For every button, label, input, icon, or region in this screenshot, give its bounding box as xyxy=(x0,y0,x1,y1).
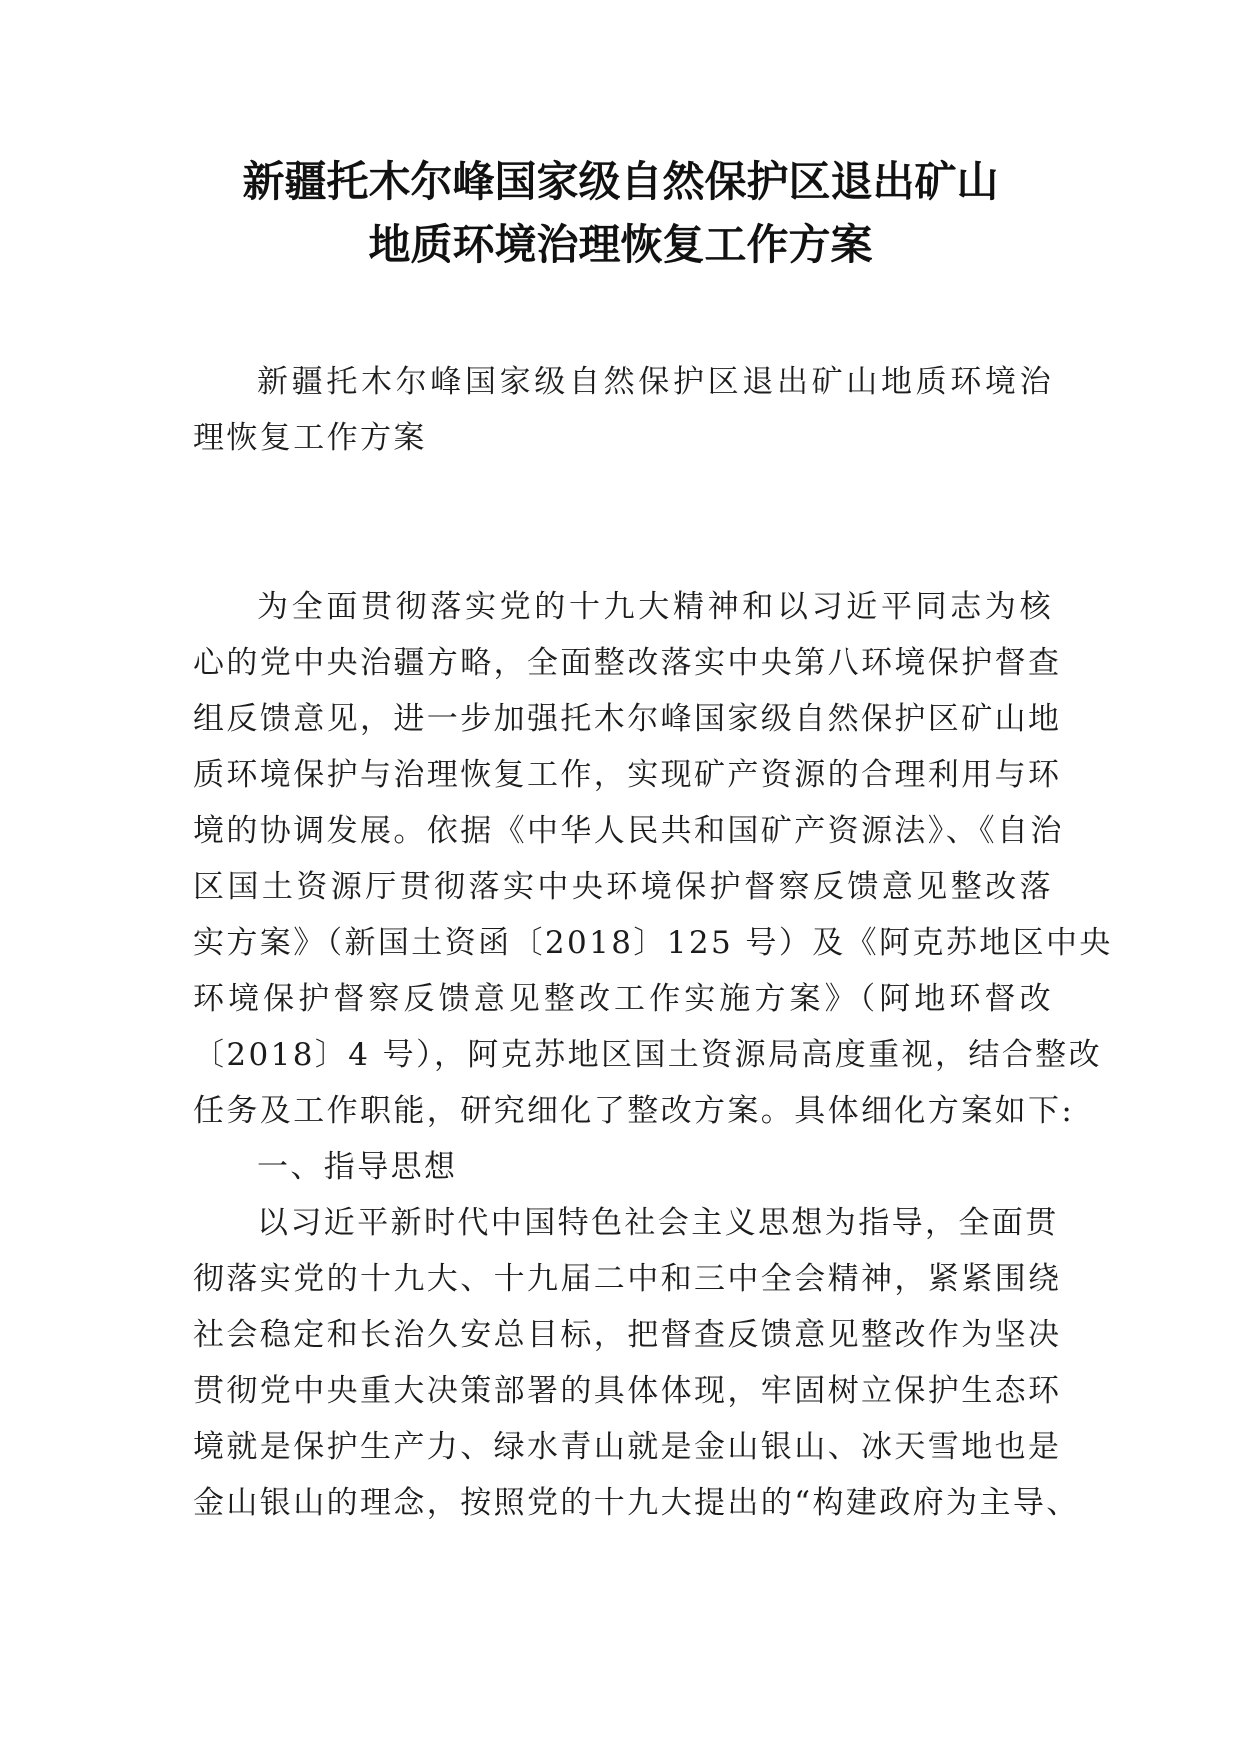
paragraph-guiding-ideology xyxy=(193,1195,1080,1531)
body-line: 实方案》（新国土资函〔2018〕125 号）及《阿克苏地区中央 xyxy=(193,925,1113,961)
section-heading-guiding-ideology xyxy=(193,1139,1053,1195)
paragraph-intro xyxy=(193,579,1113,1139)
body-line: 为全面贯彻落实党的十九大精神和以习近平同志为核 xyxy=(257,589,1053,625)
document-subtitle xyxy=(193,354,1053,466)
body-line: 质环境保护与治理恢复工作，实现矿产资源的合理利用与环 xyxy=(193,757,1062,793)
title-line-2: 地质环境治理恢复工作方案 xyxy=(368,220,873,269)
body-line: 心的党中央治疆方略，全面整改落实中央第八环境保护督查 xyxy=(193,645,1062,681)
title-line-1: 新疆托木尔峰国家级自然保护区退出矿山 xyxy=(242,157,999,206)
body-line: 区国土资源厅贯彻落实中央环境保护督察反馈意见整改落 xyxy=(193,869,1053,905)
body-line: 彻落实党的十九大、十九届二中和三中全会精神，紧紧围绕 xyxy=(193,1261,1062,1297)
body-line: 〔2018〕4 号），阿克苏地区国土资源局高度重视，结合整改 xyxy=(193,1037,1102,1073)
section-heading: 一、指导思想 xyxy=(257,1149,458,1185)
body-line: 任务及工作职能，研究细化了整改方案。具体细化方案如下: xyxy=(193,1093,1075,1129)
body-line: 境就是保护生产力、绿水青山就是金山银山、冰天雪地也是 xyxy=(193,1429,1062,1465)
document-title xyxy=(150,150,1091,276)
body-line: 贯彻党中央重大决策部署的具体体现，牢固树立保护生态环 xyxy=(193,1373,1062,1409)
body-line: 以习近平新时代中国特色社会主义思想为指导，全面贯 xyxy=(257,1205,1059,1241)
body-line: 境的协调发展。依据《中华人民共和国矿产资源法》、《自治 xyxy=(193,813,1064,849)
body-line: 环境保护督察反馈意见整改工作实施方案》（阿地环督改 xyxy=(193,981,1053,1017)
document-body xyxy=(193,579,1113,1531)
body-line: 金山银山的理念，按照党的十九大提出的“构建政府为主导、 xyxy=(193,1485,1080,1521)
subtitle-line-2: 理恢复工作方案 xyxy=(193,420,427,456)
body-line: 组反馈意见，进一步加强托木尔峰国家级自然保护区矿山地 xyxy=(193,701,1062,737)
subtitle-line-1: 新疆托木尔峰国家级自然保护区退出矿山地质环境治 xyxy=(257,364,1053,400)
body-line: 社会稳定和长治久安总目标，把督查反馈意见整改作为坚决 xyxy=(193,1317,1062,1353)
